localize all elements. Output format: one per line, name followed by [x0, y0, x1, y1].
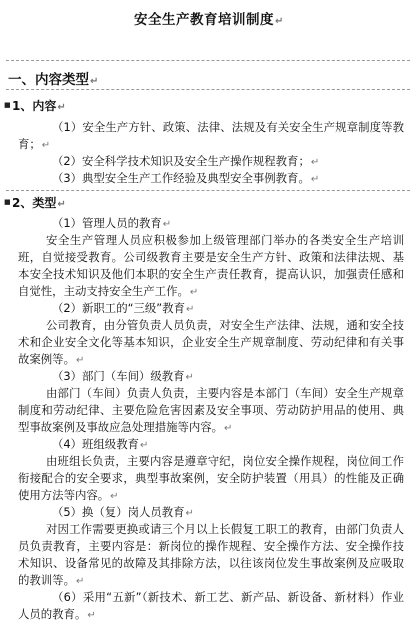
type-heading: （1）管理人员的教育↵	[52, 216, 172, 230]
paragraph-mark: ↵	[275, 16, 284, 27]
section-heading: 一、内容类型↵	[8, 72, 99, 88]
paragraph-mark: ↵	[224, 423, 233, 434]
subsection-heading-type: 2、类型↵	[12, 196, 66, 210]
list-item: （2）安全科学技术知识及安全生产操作规程教育；↵	[52, 154, 320, 168]
paragraph-mark: ↵	[87, 610, 96, 621]
type-heading: （6）采用“五新”（新技术、新工艺、新产品、新设备、新材料）作业人员的教育。↵	[18, 590, 404, 621]
type-heading: （3）部门（车间）级教育↵	[52, 369, 194, 383]
section-divider	[6, 60, 410, 61]
paragraph-mark: ↵	[310, 157, 320, 168]
document-title: 安全生产教育培训制度↵	[134, 12, 284, 28]
type-paragraph: 公司教育，由分管负责人员负责，对安全生产法律、法规，通和安全技术和企业安全文化等基本知识，企业安全生产规章制度、劳动纪律和有关事故案例等。↵	[18, 318, 404, 366]
paragraph-mark: ↵	[90, 76, 99, 87]
list-item: （1）安全生产方针、政策、法律、法规及有关安全生产规章制度等教育；↵	[18, 120, 404, 151]
paragraph-mark: ↵	[110, 491, 119, 502]
paragraph-mark: ↵	[185, 304, 195, 315]
type-heading: （2）新职工的“三级”教育↵	[52, 301, 195, 315]
type-paragraph: 对因工作需要更换或请三个月以上长假复工职工的教育，由部门负责人员负责教育，主要内容是：新岗位的操作规程、安全操作方法、安全操作技术知识、设备常见的故障及其排除方法，以往该岗位发生事故案例及应吸取的教训等。↵	[18, 522, 404, 587]
paragraph-mark: ↵	[57, 199, 66, 210]
paragraph-mark: ↵	[185, 372, 194, 383]
section-divider	[6, 89, 410, 90]
section-divider	[6, 190, 410, 191]
paragraph-mark: ↵	[185, 508, 194, 519]
type-heading: （4）班组级教育↵	[52, 437, 149, 451]
paragraph-mark: ↵	[57, 102, 66, 113]
paragraph-mark: ↵	[75, 355, 85, 366]
type-paragraph: 安全生产管理人员应积极参加上级管理部门举办的各类安全生产培训班，自觉接受教育。公司级教育主要是安全生产方针、政策和法律法规、基本安全技术知识及他们本职的安全生产责任教育，提高认识，加强责任感和自觉性，主动支持安全生产工作。↵	[18, 233, 404, 298]
paragraph-mark: ↵	[41, 140, 51, 151]
type-heading: （5）换（复）岗人员教育↵	[52, 505, 194, 519]
paragraph-mark: ↵	[189, 287, 199, 298]
type-paragraph: 由班组长负责，主要内容是遵章守纪，岗位安全操作规程，岗位间工作衔接配合的安全要求，典型事故案例，安全防护装置（用具）的性能及正确使用方法等内容。↵	[18, 454, 404, 502]
paragraph-mark: ↵	[310, 174, 320, 185]
paragraph-mark: ↵	[162, 219, 172, 230]
bullet-icon: ■	[4, 198, 11, 206]
paragraph-mark: ↵	[75, 576, 85, 587]
paragraph-mark: ↵	[139, 440, 149, 451]
list-item: （3）典型安全生产工作经验及典型安全事例教育。↵	[52, 171, 320, 185]
type-paragraph: 由部门（车间）负责人负责，主要内容是本部门（车间）安全生产规章制度和劳动纪律、主要危险危害因素及安全事项、劳动防护用品的使用、典型事故案例及事故应急处理措施等内容。↵	[18, 386, 404, 434]
subsection-heading-content: 1、内容↵	[12, 99, 66, 113]
bullet-icon: ■	[4, 101, 11, 109]
